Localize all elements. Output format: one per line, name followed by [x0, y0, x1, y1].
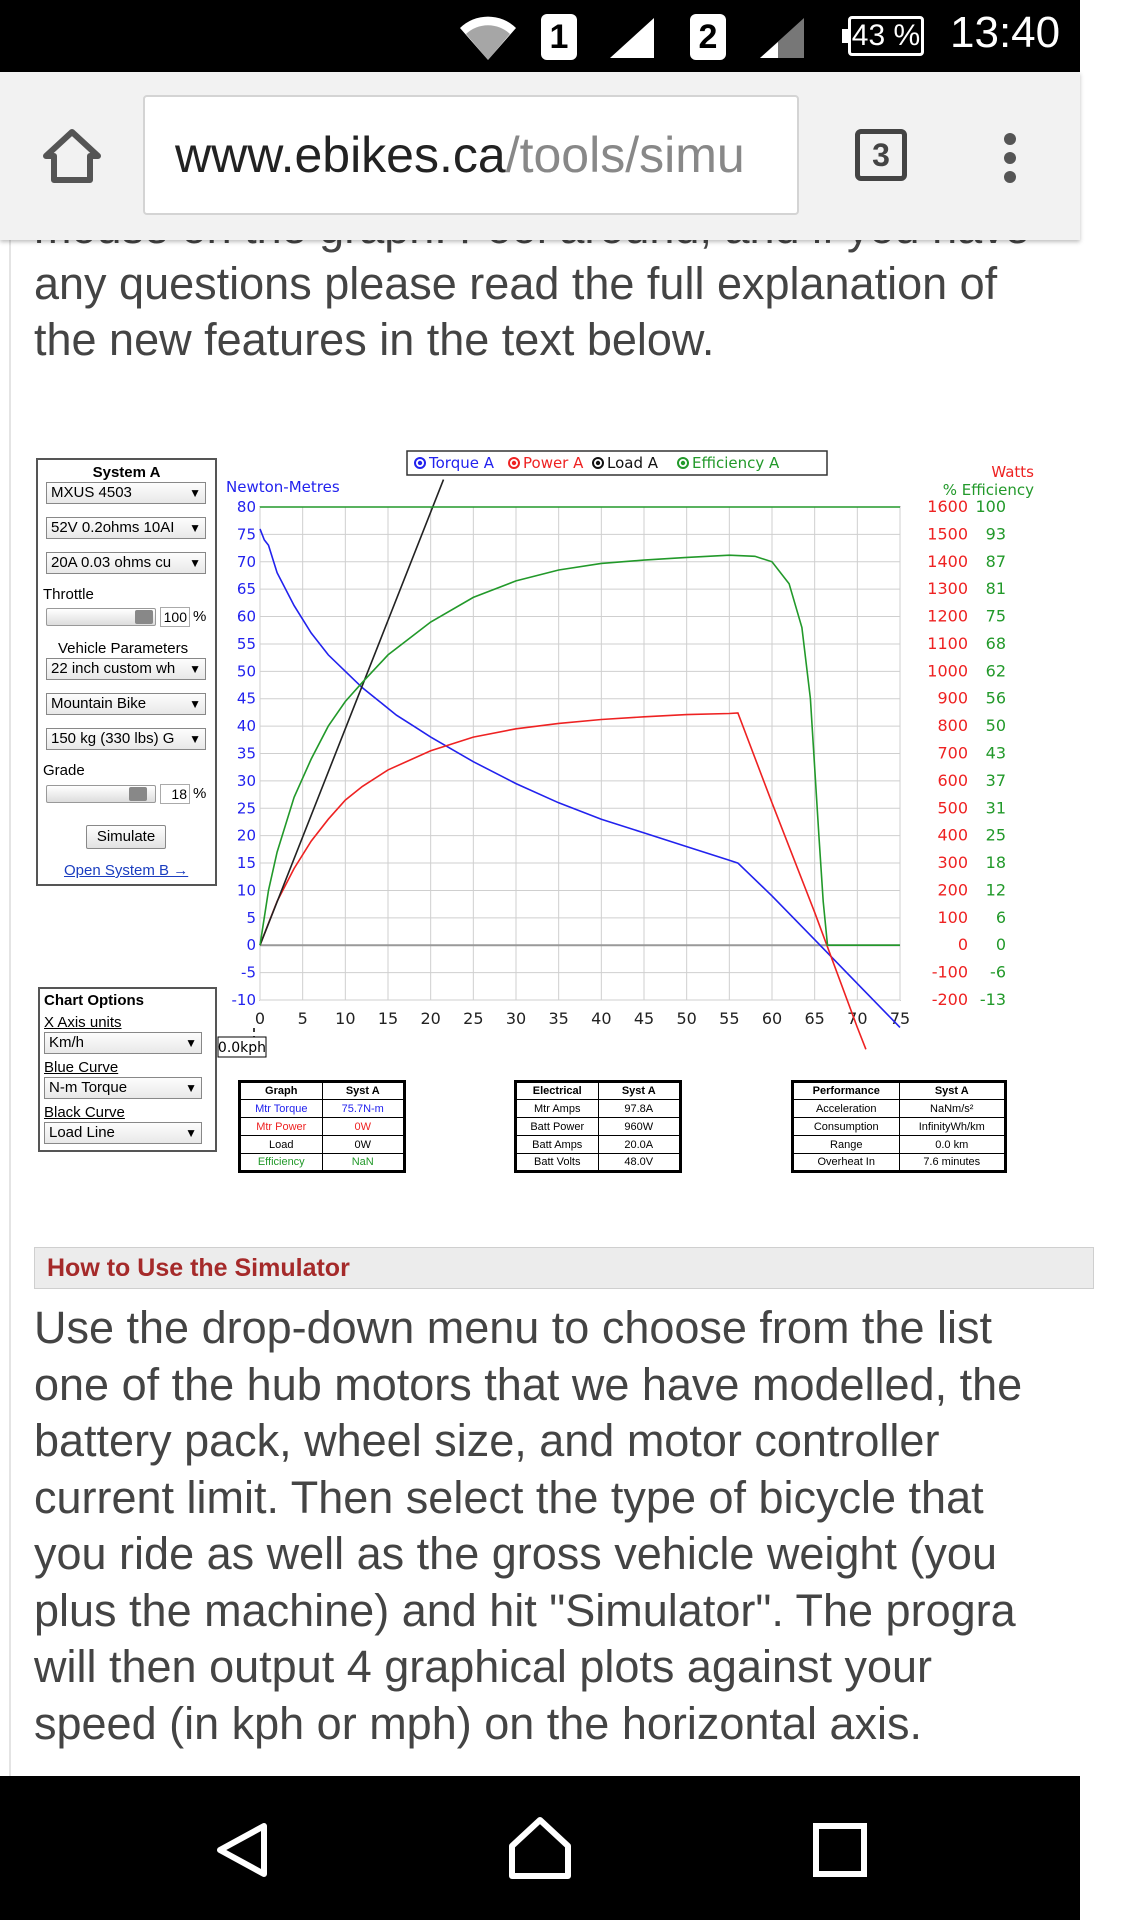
y-tick-label: 60 [236, 607, 256, 626]
table-row [516, 1136, 681, 1154]
battery-indicator: 43 % [848, 16, 924, 56]
legend-entry: Load A [607, 454, 659, 472]
x-tick-label: 30 [505, 1009, 527, 1028]
table-cell: NaNm/s² [899, 1100, 1006, 1118]
efficiency-tick-label: 81 [985, 579, 1006, 599]
legend-marker-dot [418, 461, 422, 465]
table-cell: Acceleration [793, 1100, 900, 1118]
y-tick-label: -10 [231, 991, 256, 1009]
table-cell: Load [240, 1136, 323, 1154]
x-tick-label: 65 [804, 1009, 825, 1028]
x-tick-label: 35 [548, 1009, 569, 1028]
grade-input[interactable]: 18 [160, 784, 190, 804]
x-tick-label: 10 [335, 1009, 356, 1028]
y-tick-label: 70 [236, 552, 256, 571]
watts-tick-label: -100 [931, 962, 968, 982]
chart-options-title: Chart Options [44, 992, 144, 1009]
motor-select[interactable] [46, 482, 206, 504]
battery-select[interactable] [46, 517, 206, 539]
table-header: Graph [240, 1082, 323, 1100]
efficiency-tick-label: 50 [985, 716, 1006, 736]
legend-entry: Power A [523, 454, 584, 472]
table-row [240, 1118, 405, 1136]
right-axis-label-efficiency: % Efficiency [942, 481, 1034, 499]
watts-tick-label: 1100 [927, 633, 968, 653]
recents-icon[interactable] [812, 1822, 868, 1878]
wheel-select[interactable] [46, 658, 206, 680]
table-cell: Batt Power [516, 1118, 599, 1136]
table-row [793, 1100, 1006, 1118]
body-line: you ride as well as the gross vehicle weight (you [34, 1528, 997, 1579]
legend-entry: Torque A [429, 454, 494, 472]
table-row [516, 1082, 681, 1100]
x-tick-label: 15 [377, 1009, 399, 1028]
grade-slider-thumb[interactable] [129, 787, 147, 801]
y-tick-label: 25 [236, 799, 256, 818]
efficiency-tick-label: 93 [985, 524, 1006, 544]
table-header: Syst A [598, 1082, 681, 1100]
x-tick-label: 55 [719, 1009, 740, 1028]
body-line: Use the drop-down menu to choose from the list [34, 1302, 992, 1353]
efficiency-tick-label: 62 [985, 661, 1006, 681]
table-row [516, 1118, 681, 1136]
table-cell: 960W [598, 1118, 681, 1136]
table-row [516, 1100, 681, 1118]
efficiency-tick-label: 75 [985, 606, 1006, 626]
table-header: Electrical [516, 1082, 599, 1100]
controller-select[interactable] [46, 552, 206, 574]
home-icon[interactable] [42, 128, 102, 184]
table-cell: 75.7N-m [322, 1100, 405, 1118]
watts-tick-label: 1500 [927, 524, 968, 544]
x-axis-units-label: X Axis units [44, 1014, 122, 1031]
table-header: Syst A [899, 1082, 1006, 1100]
signal-icon-2 [758, 16, 808, 60]
watts-tick-label: 1600 [927, 497, 968, 516]
how-to-heading: How to Use the Simulator [34, 1247, 1094, 1289]
efficiency-tick-label: 18 [985, 853, 1006, 873]
y-tick-label: 10 [236, 881, 256, 900]
x-tick-label: 50 [676, 1009, 697, 1028]
watts-tick-label: 0 [957, 935, 968, 955]
watts-tick-label: 900 [937, 688, 968, 708]
electrical-results-table [514, 1080, 682, 1173]
back-icon[interactable] [212, 1820, 272, 1880]
chevron-down-icon: ▼ [189, 697, 201, 711]
table-cell: Batt Amps [516, 1136, 599, 1154]
black-curve-value: Load Line [49, 1124, 115, 1141]
body-line: one of the hub motors that we have modelled, the [34, 1358, 1023, 1410]
y-tick-label: 50 [236, 662, 256, 681]
overflow-menu-icon[interactable] [996, 132, 1024, 184]
left-axis-label: Newton-Metres [226, 478, 340, 496]
performance-chart[interactable] [210, 440, 1060, 1060]
tab-switcher-button[interactable]: 3 [855, 129, 907, 181]
table-cell: NaN [322, 1154, 405, 1172]
table-cell: Overheat In [793, 1154, 900, 1172]
web-page [0, 240, 1080, 1776]
x-tick-label: 75 [889, 1009, 911, 1028]
url-bar[interactable] [143, 95, 799, 215]
open-system-b-link[interactable]: Open System B → [64, 862, 189, 879]
intro-line: any questions please read the full explanation of [34, 258, 998, 309]
y-tick-label: 75 [236, 525, 256, 544]
system-a-title: System A [92, 464, 161, 481]
table-cell: Consumption [793, 1118, 900, 1136]
body-line: will then output 4 graphical plots against your [34, 1641, 933, 1692]
y-tick-label: 5 [246, 908, 256, 927]
bike-type-select[interactable] [46, 693, 206, 715]
chart-svg[interactable] [210, 440, 1060, 1060]
bike-type-select-value: Mountain Bike [51, 695, 147, 712]
watts-tick-label: 300 [937, 853, 968, 873]
watts-tick-label: 400 [937, 825, 968, 845]
watts-tick-label: 500 [937, 798, 968, 818]
body-line: battery pack, wheel size, and motor controller [34, 1415, 940, 1466]
efficiency-tick-label: -13 [979, 990, 1006, 1009]
table-cell: Batt Volts [516, 1154, 599, 1172]
navigation-bar [0, 1776, 1080, 1920]
efficiency-tick-label: 6 [995, 907, 1006, 927]
grade-label: Grade [43, 762, 85, 779]
throttle-slider[interactable] [46, 608, 156, 626]
page-left-border [9, 240, 11, 1776]
chart-options-panel [38, 987, 217, 1152]
efficiency-tick-label: 31 [985, 798, 1006, 818]
table-row [793, 1136, 1006, 1154]
throttle-label: Throttle [43, 586, 94, 603]
weight-select[interactable] [46, 728, 206, 750]
table-cell: Efficiency [240, 1154, 323, 1172]
table-row [793, 1118, 1006, 1136]
y-tick-label: 0 [246, 936, 256, 955]
table-row [240, 1082, 405, 1100]
watts-tick-label: -200 [931, 990, 968, 1009]
y-tick-label: 45 [236, 689, 256, 708]
url-host: www.ebikes.ca [175, 127, 506, 183]
x-tick-label: 40 [591, 1009, 612, 1028]
efficiency-tick-label: 87 [985, 551, 1006, 571]
sim2-badge: 2 [690, 14, 726, 60]
watts-tick-label: 1400 [927, 551, 968, 571]
table-header: Performance [793, 1082, 900, 1100]
table-row [516, 1154, 681, 1172]
blue-curve-label: Blue Curve [44, 1059, 119, 1076]
table-cell: InfinityWh/km [899, 1118, 1006, 1136]
x-tick-label: 0 [254, 1009, 266, 1028]
efficiency-tick-label: 37 [985, 770, 1006, 790]
efficiency-tick-label: 0 [995, 935, 1006, 955]
chevron-down-icon: ▼ [189, 556, 201, 570]
body-line: plus the machine) and hit "Simulator". The progra [34, 1584, 1016, 1636]
chevron-down-icon: ▼ [185, 1081, 197, 1095]
table-row [240, 1100, 405, 1118]
y-tick-label: 30 [236, 771, 256, 790]
system-a-panel [36, 458, 217, 886]
watts-tick-label: 200 [937, 880, 968, 900]
table-cell: Mtr Power [240, 1118, 323, 1136]
legend-marker-dot [596, 461, 600, 465]
watts-tick-label: 700 [937, 743, 968, 763]
table-cell: 48.0V [598, 1154, 681, 1172]
vehicle-params-label: Vehicle Parameters [58, 640, 189, 657]
legend-marker-dot [681, 461, 685, 465]
browser-toolbar [0, 72, 1080, 240]
legend-entry: Efficiency A [692, 454, 780, 472]
y-tick-label: 65 [236, 580, 256, 599]
watts-tick-label: 100 [937, 907, 968, 927]
battery-select-value: 52V 0.2ohms 10AI [51, 519, 175, 536]
table-cell: 0W [322, 1118, 405, 1136]
blue-curve-select[interactable] [44, 1077, 202, 1099]
y-tick-label: 20 [236, 826, 256, 845]
table-row [240, 1136, 405, 1154]
efficiency-tick-label: 43 [985, 743, 1006, 763]
table-cell: 97.8A [598, 1100, 681, 1118]
wheel-select-value: 22 inch custom wh [51, 660, 176, 677]
efficiency-tick-label: -6 [990, 962, 1006, 982]
x-tick-label: 25 [463, 1009, 484, 1028]
table-cell: 20.0A [598, 1136, 681, 1154]
watts-tick-label: 600 [937, 770, 968, 790]
watts-tick-label: 1300 [927, 579, 968, 599]
table-cell: Range [793, 1136, 900, 1154]
chevron-down-icon: ▼ [189, 732, 201, 746]
chevron-down-icon: ▼ [189, 486, 201, 500]
x-tick-label: 20 [420, 1009, 441, 1028]
home-icon[interactable] [508, 1816, 572, 1880]
y-tick-label: 80 [236, 498, 256, 516]
table-row [240, 1154, 405, 1172]
table-row [793, 1082, 1006, 1100]
chevron-down-icon: ▼ [189, 521, 201, 535]
watts-tick-label: 1000 [927, 661, 968, 681]
status-bar [0, 0, 1080, 72]
x-tick-label: 60 [761, 1009, 783, 1028]
black-curve-label: Black Curve [44, 1104, 125, 1121]
body-line: speed (in kph or mph) on the horizontal axis. [34, 1697, 922, 1749]
x-tick-label: 5 [297, 1009, 308, 1028]
sim1-badge: 1 [541, 14, 577, 60]
simulate-button[interactable]: Simulate [86, 825, 166, 849]
controller-select-value: 20A 0.03 ohms cu [51, 554, 172, 571]
x-tick-label: 70 [847, 1009, 868, 1028]
motor-select-value: MXUS 4503 [51, 484, 132, 501]
body-line: current limit. Then select the type of bicycle that [34, 1471, 984, 1523]
table-cell: Mtr Amps [516, 1100, 599, 1118]
table-cell: 0W [322, 1136, 405, 1154]
watts-tick-label: 1200 [927, 606, 968, 626]
black-curve-select[interactable] [44, 1122, 202, 1144]
throttle-slider-thumb[interactable] [135, 610, 153, 624]
efficiency-tick-label: 56 [985, 688, 1006, 708]
clock: 13:40 [950, 8, 1061, 57]
efficiency-tick-label: 12 [985, 880, 1006, 900]
y-tick-label: 35 [236, 744, 256, 763]
grade-percent: % [193, 785, 207, 802]
legend-marker-dot [512, 461, 516, 465]
y-tick-label: 40 [236, 717, 256, 736]
throttle-input[interactable]: 100 [160, 607, 190, 627]
cursor-label: 0.0kph [217, 1040, 267, 1056]
weight-select-value: 150 kg (330 lbs) G [51, 730, 175, 747]
chevron-down-icon: ▼ [185, 1126, 197, 1140]
x-tick-label: 45 [633, 1009, 655, 1028]
signal-icon-1 [608, 16, 658, 60]
y-tick-label: 55 [236, 634, 256, 653]
performance-results-table [791, 1080, 1007, 1173]
y-tick-label: 15 [236, 854, 256, 873]
graph-results-table [238, 1080, 406, 1173]
watts-tick-label: 800 [937, 716, 968, 736]
right-axis-label-watts: Watts [991, 463, 1034, 481]
y-tick-label: -5 [241, 963, 256, 982]
how-to-paragraph [34, 1300, 1134, 1752]
throttle-percent: % [193, 608, 207, 625]
chevron-down-icon: ▼ [189, 662, 201, 676]
x-axis-units-select[interactable] [44, 1032, 202, 1054]
intro-line: the new features in the text below. [34, 314, 715, 365]
chevron-down-icon: ▼ [185, 1036, 197, 1050]
efficiency-tick-label: 100 [975, 497, 1006, 516]
grade-slider[interactable] [46, 785, 156, 803]
table-row [793, 1154, 1006, 1172]
blue-curve-value: N-m Torque [49, 1079, 128, 1096]
table-cell: Mtr Torque [240, 1100, 323, 1118]
table-cell: 0.0 km [899, 1136, 1006, 1154]
efficiency-tick-label: 68 [985, 633, 1006, 653]
efficiency-tick-label: 25 [985, 825, 1006, 845]
url-path: /tools/simu [505, 127, 745, 183]
wifi-icon [458, 14, 518, 62]
table-cell: 7.6 minutes [899, 1154, 1006, 1172]
table-header: Syst A [322, 1082, 405, 1100]
x-axis-units-value: Km/h [49, 1034, 85, 1051]
